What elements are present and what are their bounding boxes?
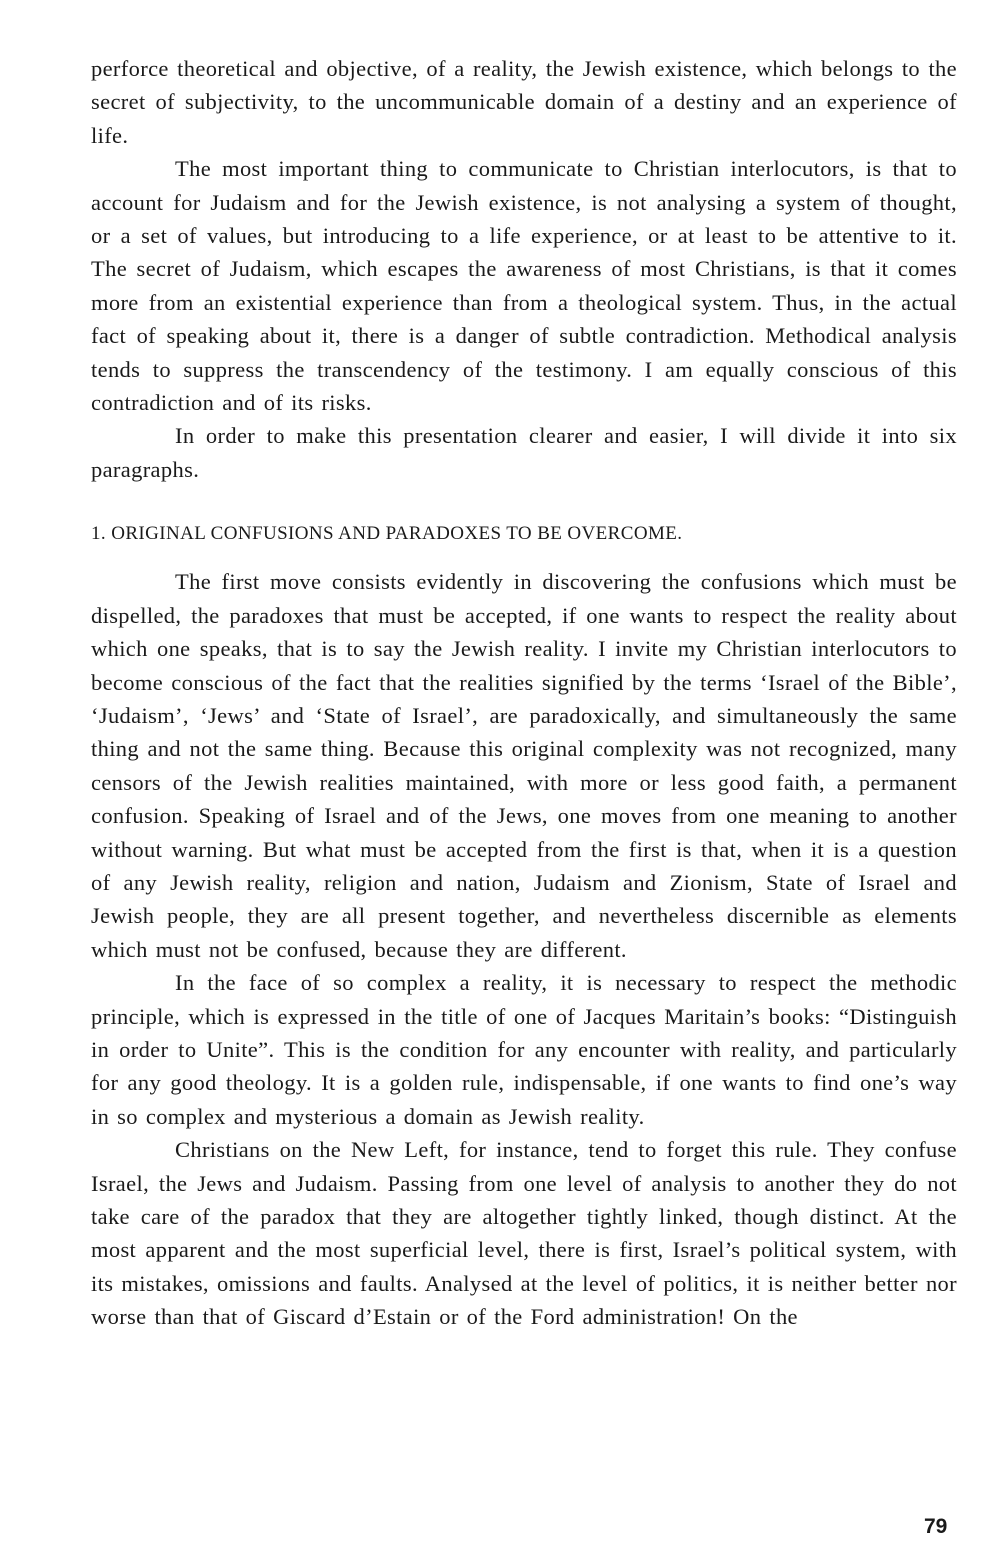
paragraph-communicate: The most important thing to communicate to Christian interlocutors, is that to account for Judaism and for the Jewish existence, is not analysing a system of thought, or a set of values, but introducing to a life experience, or at least to be attentive to it. The secret of Judaism, which escapes the awareness of most Christians, is that it comes more from an existential experience than from a theological system. Thus, in the actual fact of speaking about it, there is a danger of subtle contradiction. Methodical analysis tends to suppress the transcendency of the testimony. I am equally conscious of this contradiction and of its risks.	[91, 156, 957, 416]
page-body	[91, 52, 957, 1334]
paragraph-new-left: Christians on the New Left, for instance, tend to forget this rule. They confuse Israel, the Jews and Judaism. Passing from one level of analysis to another they do not take care of the paradox that they are altogether tightly linked, though distinct. At the most apparent and the most superficial level, there is first, Israel’s political system, with its mistakes, omissions and faults. Analysed at the level of politics, it is neither better nor worse than that of Giscard d’Estain or of the Ford administration! On the	[91, 1137, 957, 1330]
paragraph-presentation: In order to make this presentation clearer and easier, I will divide it into six paragraphs.	[91, 423, 957, 482]
paragraph-complex-reality: In the face of so complex a reality, it is necessary to respect the methodic principle, which is expressed in the title of one of Jacques Maritain’s books: “Distinguish in order to Unite”. This is the condition for any encounter with reality, and particularly for any good theology. It is a golden rule, indispensable, if one wants to find one’s way in so complex and mysterious a domain as Jewish reality.	[91, 970, 957, 1129]
paragraph-continuation: perforce theoretical and objective, of a reality, the Jewish existence, which belongs to the secret of subjectivity, to the uncommunicable domain of a destiny and an experience of life.	[91, 56, 957, 148]
page-number: 79	[924, 1515, 948, 1538]
section-heading: 1. ORIGINAL CONFUSIONS AND PARADOXES TO BE OVERCOME.	[91, 523, 683, 545]
paragraph-first-move: The first move consists evidently in discovering the confusions which must be dispelled, the paradoxes that must be accepted, if one wants to respect the reality about which one speaks, that is to say the Jewish reality. I invite my Christian interlocutors to become conscious of the fact that the realities signified by the terms ‘Israel of the Bible’, ‘Judaism’, ‘Jews’ and ‘State of Israel’, are paradoxically, and simultaneously the same thing and not the same thing. Because this original complexity was not recognized, many censors of the Jewish realities maintained, with more or less good faith, a permanent confusion. Speaking of Israel and of the Jews, one moves from one meaning to another without warning. But what must be accepted from the first is that, when it is a question of any Jewish reality, religion and nation, Judaism and Zionism, State of Israel and Jewish people, they are all present together, and nevertheless discernible as elements which must not be confused, because they are different.	[91, 569, 957, 962]
